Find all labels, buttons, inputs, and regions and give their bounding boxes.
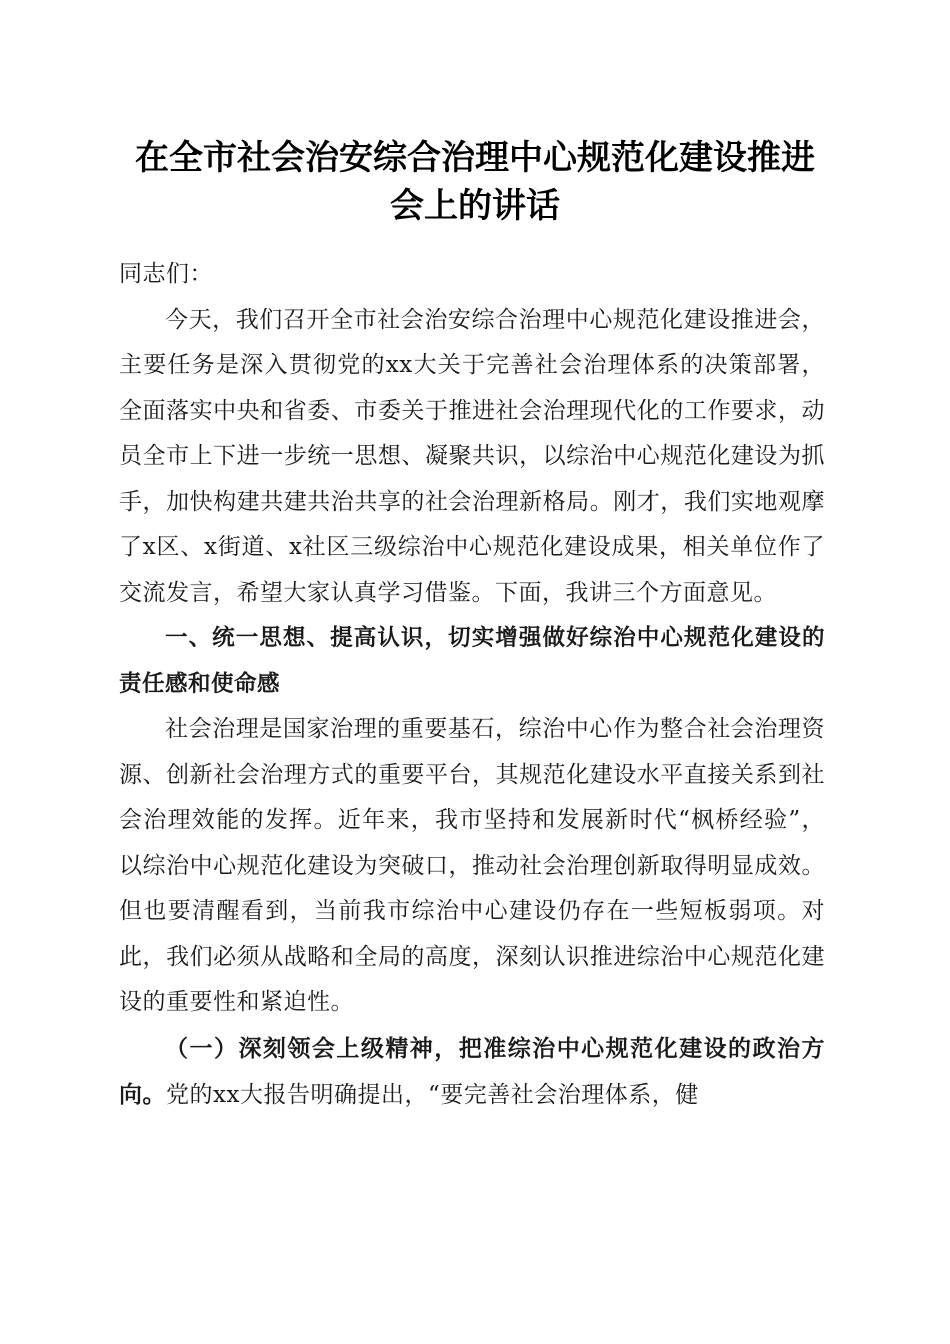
title-line-1: 在全市社会治安综合治理中心规范化建设推进 — [135, 138, 815, 178]
paragraph-intro: 今天，我们召开全市社会治安综合治理中心规范化建设推进会，主要任务是深入贯彻党的xx大关于完善社会治理体系的决策部署，全面落实中央和省委、市委关于推进社会治理现代化的工作要求，动员全市上下进一步统一思想、凝聚共识，以综治中心规范化建设为抓手，加快构建共建共治共享的社会治理新格局。刚才，我们实地观摩了x区、x街道、x社区三级综治中心规范化建设成果，相关单位作了交流发言，希望大家认真学习借鉴。下面，我讲三个方面意见。 — [119, 306, 825, 606]
subsection-heading-1: （一）深刻领会上级精神，把准综治中心规范化建设的政治方向。 — [119, 1034, 825, 1108]
paragraph-subsection-1 — [119, 1026, 825, 1119]
subsection-text-1: 党的xx大报告明确提出，“要完善社会治理体系，健 — [166, 1082, 699, 1108]
paragraph-section-1: 社会治理是国家治理的重要基石，综治中心作为整合社会治理资源、创新社会治理方式的重要平台，其规范化建设水平直接关系到社会治理效能的发挥。近年来，我市坚持和发展新时代“枫桥经验”，以综治中心规范化建设为突破口，推动社会治理创新取得明显成效。但也要清醒看到，当前我市综治中心建设仍存在一些短板弱项。对此，我们必须从战略和全局的高度，深刻认识推进综治中心规范化建设的重要性和紧迫性。 — [119, 716, 825, 1015]
document-title — [110, 134, 840, 230]
section-heading-1: 一、统一思想、提高认识，切实增强做好综治中心规范化建设的责任感和使命感 — [119, 625, 825, 697]
greeting: 同志们： — [119, 261, 213, 287]
title-line-2: 会上的讲话 — [390, 186, 560, 226]
document-body — [119, 252, 825, 1119]
